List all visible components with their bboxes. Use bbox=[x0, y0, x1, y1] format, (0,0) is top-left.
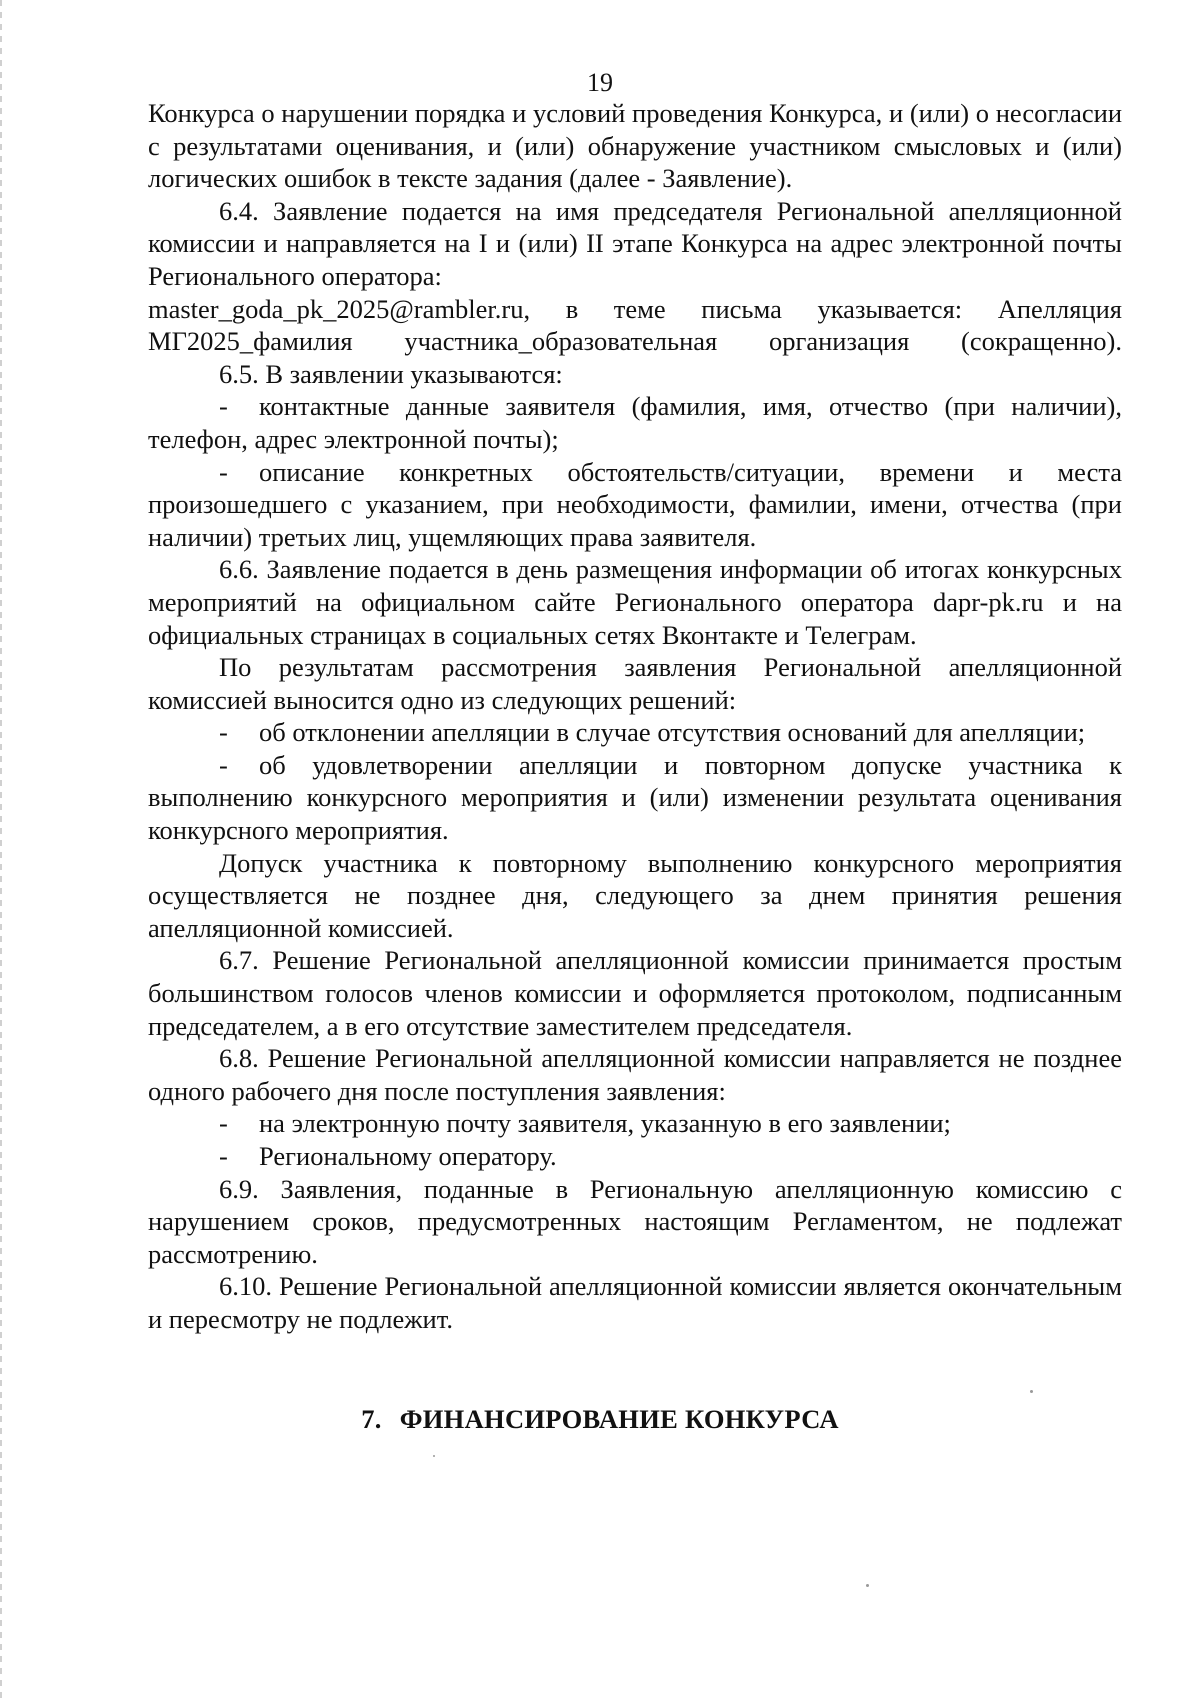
paragraph-decisions: По результатам рассмотрения заявления Региональной апелляционной комиссией выносится одно из следующих решений: bbox=[148, 652, 1122, 715]
list-item bbox=[148, 749, 1122, 847]
scan-speck bbox=[866, 1584, 869, 1587]
paragraph-6-10: 6.10. Решение Региональной апелляционной комиссии является окончательным и пересмотру не подлежит. bbox=[148, 1271, 1122, 1334]
list-dash: - bbox=[219, 717, 228, 748]
paragraph-6-9: 6.9. Заявления, поданные в Региональную апелляционную комиссию с нарушением сроков, предусмотренных настоящим Регламентом, не подлежат рассмотрению. bbox=[148, 1173, 1122, 1269]
paragraph-6-4: 6.4. Заявление подается на имя председателя Региональной апелляционной комиссии и направляется на I и (или) II этапе Конкурса на адрес электронной почты Регионального оператора: bbox=[148, 195, 1122, 291]
list-item bbox=[148, 1107, 1122, 1140]
paragraph-6-8: 6.8. Решение Региональной апелляционной комиссии направляется не позднее одного рабочего дня после поступления заявления: bbox=[148, 1043, 1122, 1106]
paragraph-readmission: Допуск участника к повторному выполнению конкурсного мероприятия осуществляется не позднее дня, следующего за днем принятия решения апелляционной комиссией. bbox=[148, 847, 1122, 943]
list-item-text: на электронную почту заявителя, указанную в его заявлении; bbox=[259, 1108, 951, 1139]
list-item-text: контактные данные заявителя (фамилия, имя, отчество (при наличии), телефон, адрес электронной почты); bbox=[148, 391, 1122, 454]
list-item-text: Региональному оператору. bbox=[259, 1141, 557, 1171]
section-title: ФИНАНСИРОВАНИЕ КОНКУРСА bbox=[399, 1404, 839, 1434]
paragraph-6-4-email-line bbox=[148, 293, 1122, 358]
paragraph-6-6: 6.6. Заявление подается в день размещения информации об итогах конкурсных мероприятий на официальном сайте Регионального оператора dapr-pk.ru и на официальных страницах в социальных сетях Вконтакте и Телеграм. bbox=[148, 554, 1122, 650]
scan-speck bbox=[433, 1455, 435, 1457]
list-item-text: об отклонении апелляции в случае отсутствия оснований для апелляции; bbox=[259, 717, 1086, 748]
scan-edge bbox=[0, 0, 2, 1698]
paragraph-6-5: 6.5. В заявлении указываются: bbox=[219, 358, 563, 389]
list-dash: - bbox=[219, 1141, 228, 1171]
list-item bbox=[148, 716, 1122, 749]
document-body bbox=[148, 97, 1122, 1336]
email-subject-text: в теме письма указывается: Апелляция МГ2025_фамилия участника_образовательная организация (сокращенно). bbox=[148, 293, 1122, 357]
list-item bbox=[148, 456, 1122, 554]
paragraph-continuation: Конкурса о нарушении порядка и условий проведения Конкурса, и (или) о несогласии с результатами оценивания, и (или) обнаружение участником смысловых и (или) логических ошибок в тексте задания (далее - Заявление). bbox=[148, 98, 1122, 194]
list-dash: - bbox=[219, 1108, 228, 1139]
list-item bbox=[148, 390, 1122, 455]
section-number: 7. bbox=[361, 1404, 382, 1434]
list-dash: - bbox=[219, 749, 228, 780]
scan-speck bbox=[1030, 1390, 1033, 1393]
paragraph-6-7: 6.7. Решение Региональной апелляционной комиссии принимается простым большинством голосов членов комиссии и оформляется протоколом, подписанным председателем, а в его отсутствие заместителем председателя. bbox=[148, 945, 1122, 1041]
email-address: master_goda_pk_2025@rambler.ru, bbox=[148, 293, 531, 324]
list-item bbox=[148, 1140, 1122, 1173]
list-item-text: об удовлетворении апелляции и повторном допуске участника к выполнению конкурсного мероприятия и (или) изменении результата оценивания конкурсного мероприятия. bbox=[148, 749, 1122, 846]
list-item-text: описание конкретных обстоятельств/ситуации, времени и места произошедшего с указанием, при необходимости, фамилии, имени, отчества (при наличии) третьих лиц, ущемляющих права заявителя. bbox=[148, 456, 1122, 552]
list-dash: - bbox=[219, 456, 228, 487]
list-dash: - bbox=[219, 391, 228, 422]
page-number: 19 bbox=[587, 68, 613, 97]
section-heading bbox=[0, 1404, 1200, 1435]
